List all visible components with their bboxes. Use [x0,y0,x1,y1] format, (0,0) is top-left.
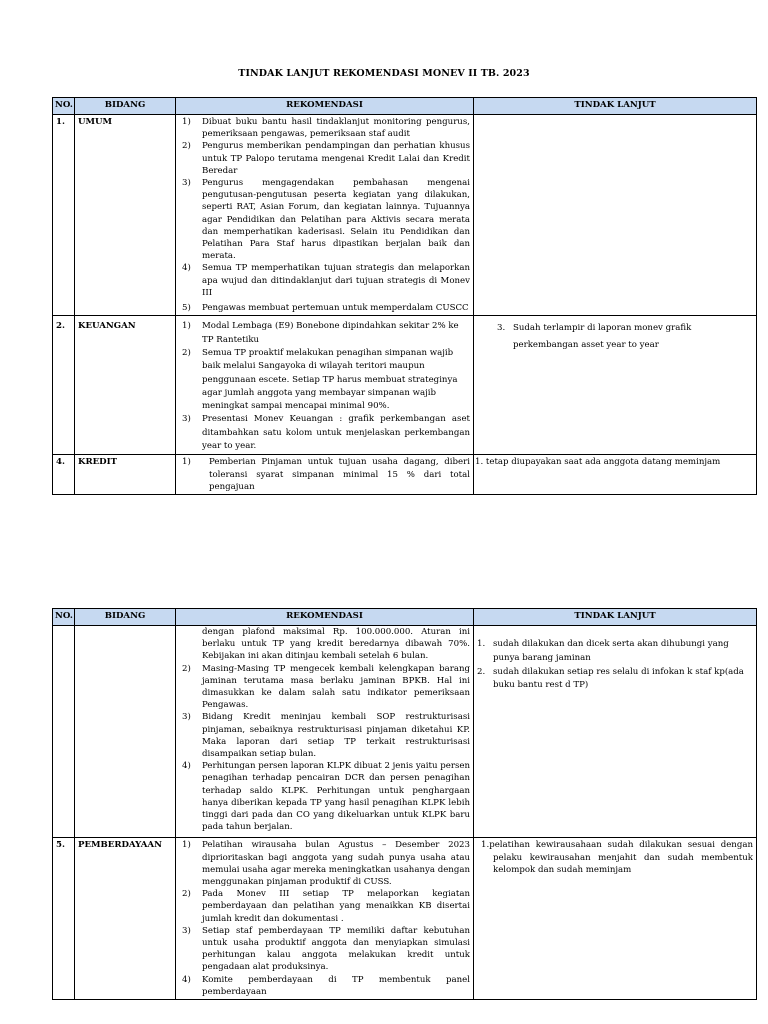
tindak-lanjut-item [477,666,753,694]
row-tindak-lanjut [474,455,757,495]
rekomendasi-item [179,413,470,453]
row-bidang: KEUANGAN [75,316,176,455]
table-row-kredit [53,455,757,495]
document-title: TINDAK LANJUT REKOMENDASI MONEV II TB. 2023 [238,68,530,79]
row-number: 1. [53,115,75,316]
row-rekomendasi [176,115,474,316]
table-header-row [53,98,757,115]
row-tindak-lanjut [474,838,757,1000]
row-rekomendasi [176,838,474,1000]
rekomendasi-item [179,974,470,998]
rekomendasi-item [179,839,470,888]
rekomendasi-text: Dibuat buku bantu hasil tindaklanjut monitoring pengurus, pemeriksaan pengawas, pemeriksaan staf audit [202,117,470,140]
tindak-lanjut-item [477,638,753,666]
header-no: NO. [53,98,75,115]
tindak-lanjut-item [477,839,753,876]
tindak-lanjut-item [475,456,753,468]
row-number [53,626,75,838]
table-row-kredit-continued [53,626,757,838]
rekomendasi-text: Pemberian Pinjaman untuk tujuan usaha dagang, diberi toleransi syarat simpanan minimal 15 % dari total pengajuan [209,457,470,492]
tindak-lanjut-item [477,320,753,353]
row-bidang: PEMBERDAYAAN [75,838,176,1000]
rekomendasi-item [179,262,470,299]
row-rekomendasi [176,626,474,838]
tindak-lanjut-text: 1.pelatihan kewirausahaan sudah dilakukan sesuai dengan pelaku kewirausahan menjahit dan sudah membentuk kelompok dan sudah meminjam [481,840,753,875]
rekomendasi-text: Presentasi Monev Keuangan : grafik perkembangan aset ditambahkan satu kolom untuk menjelaskan perkembangan year to year. [202,414,470,452]
row-tindak-lanjut [474,115,757,316]
rekomendasi-item [179,140,470,177]
header-rekomendasi: REKOMENDASI [176,98,474,115]
rekomendasi-item [179,302,470,314]
row-bidang: UMUM [75,115,176,316]
header-bidang: BIDANG [75,98,176,115]
table-row-pemberdayaan [53,838,757,1000]
rekomendasi-item [179,347,470,414]
table-header-row [53,609,757,626]
rekomendasi-text: Bidang Kredit meninjau kembali SOP restrukturisasi pinjaman, sebaiknya restrukturisasi pinjaman diketahui KP. Maka laporan dari setiap TP terkait restrukturisasi disampaikan setiap bulan. [202,712,470,760]
row-number: 5. [53,838,75,1000]
rekomendasi-text: Pengawas membuat pertemuan untuk memperdalam CUSCC [202,303,469,314]
tindak-lanjut-number: 2. [477,666,486,677]
rekomendasi-text: Semua TP proaktif melakukan penagihan simpanan wajib baik melalui Sangayoka di wilayah teritori maupun penggunaan escete. Setiap TP harus membuat strateginya agar jumlah anggota yang membayar simpanan wajib meningkat sampai mencapai minimal 90%. [202,347,458,412]
rekomendasi-text: Modal Lembaga (E9) Bonebone dipindahkan sekitar 2% ke TP Rantetiku [202,321,459,345]
rekomendasi-item [179,663,470,712]
table-row-keuangan [53,316,757,455]
rekomendasi-text: Semua TP memperhatikan tujuan strategis dan melaporkan apa wujud dan ditindaklanjut dari tujuan strategis di Monev III [202,263,470,298]
header-no: NO. [53,609,75,626]
rekomendasi-text: Setiap staf pemberdayaan TP memiliki daftar kebutuhan untuk usaha produktif anggota dan menyiapkan simulasi perhitungan kalau anggota melakukan kredit untuk pengadaan alat produksinya. [202,925,470,973]
rekomendasi-item [179,456,470,493]
header-tindak-lanjut: TINDAK LANJUT [474,609,757,626]
rekomendasi-text: Komite pemberdayaan di TP membentuk panel pemberdayaan [202,974,470,997]
tindak-lanjut-text: Sudah terlampir di laporan monev grafik perkembangan asset year to year [513,323,692,350]
rekomendasi-item [179,177,470,262]
row-rekomendasi [176,316,474,455]
rekomendasi-item [179,925,470,974]
tindak-lanjut-text: sudah dilakukan setiap res selalu di infokan k staf kp(ada buku bantu rest d TP) [493,666,744,691]
rekomendasi-item [179,760,470,833]
tindak-lanjut-text: 1. tetap diupayakan saat ada anggota datang meminjam [475,457,721,468]
row-rekomendasi [176,455,474,495]
rekomendasi-item [179,711,470,760]
row-number: 4. [53,455,75,495]
row-bidang: KREDIT [75,455,176,495]
rekomendasi-continuation: dengan plafond maksimal Rp. 100.000.000. Aturan ini berlaku untuk TP yang kredit beredarnya dibawah 70%. Kebijakan ini akan ditinjau kembali setelah 6 bulan. [202,627,470,662]
rekomendasi-item [179,116,470,140]
table-row-umum [53,115,757,316]
header-tindak-lanjut: TINDAK LANJUT [474,98,757,115]
rekomendasi-text: Perhitungan persen laporan KLPK dibuat 2 jenis yaitu persen penagihan terhadap pencairan DCR dan persen penagihan terhadap saldo KLPK. Perhitungan untuk penghargaan hanya diberikan kepada TP yang hasil penagihan KLPK lebih tinggi dari pada dan CO yang dikeluarkan untuk KLPK baru pada tahun berjalan. [202,761,470,833]
row-tindak-lanjut [474,316,757,455]
tindak-lanjut-number: 3. [497,323,506,334]
row-number: 2. [53,316,75,455]
rekomendasi-text: Pelatihan wirausaha bulan Agustus – Desember 2023 diprioritaskan bagi anggota yang sudah punya usaha atau memulai usaha agar mereka meningkatkan usahanya dengan menggunakan pinjaman produktif di CUSS. [202,840,470,888]
header-bidang: BIDANG [75,609,176,626]
rekomendasi-item [179,888,470,925]
rekomendasi-text: Masing-Masing TP mengecek kembali kelengkapan barang jaminan terutama masa berlaku jaminan BPKB. Hal ini dimasukkan ke dalam salah satu indikator pemeriksaan Pengawas. [202,663,470,711]
rekomendasi-text: Pada Monev III setiap TP melaporkan kegiatan pemberdayaan dan pelatihan yang menaikkan KB disertai jumlah kredit dan dokumentasi . [202,889,470,924]
rekomendasi-text: Pengurus mengagendakan pembahasan mengenai pengutusan-pengutusan peserta kegiatan yang dilakukan, seperti RAT, Asian Forum, dan kegiatan lainnya. Tujuannya agar Pendidikan dan Pelatihan para Aktivis secara merata dan memperhatikan kaderisasi. Selain itu Pendidikan dan Pelatihan Para Staf harus dipastikan berjalan baik dan merata. [202,178,470,262]
rekomendasi-text: Pengurus memberikan pendampingan dan perhatian khusus untuk TP Palopo terutama mengenai Kredit Lalai dan Kredit Beredar [202,141,470,176]
row-tindak-lanjut [474,626,757,838]
tindak-lanjut-number: 1. [477,639,486,649]
table-rekomendasi-1 [52,97,757,495]
row-bidang [75,626,176,838]
tindak-lanjut-text: sudah dilakukan dan dicek serta akan dihubungi yang punya barang jaminan [493,639,729,663]
table-rekomendasi-2 [52,608,757,1000]
header-rekomendasi: REKOMENDASI [176,609,474,626]
rekomendasi-item [179,320,470,347]
